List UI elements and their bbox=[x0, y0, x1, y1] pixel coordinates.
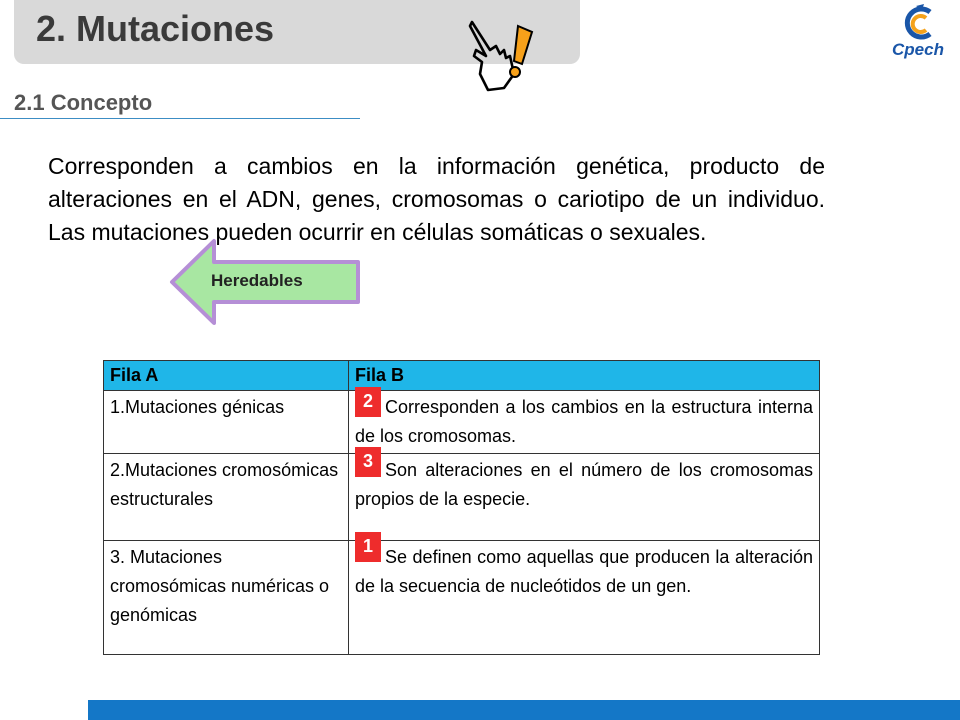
row-definition-text: Son alteraciones en el número de los cromosomas propios de la especie. bbox=[355, 460, 813, 509]
cpech-logo bbox=[886, 2, 950, 68]
slide-title: 2. Mutaciones bbox=[36, 8, 275, 49]
row-term: 1.Mutaciones génicas bbox=[104, 391, 349, 454]
row-definition-text: Se definen como aquellas que producen la alteración de la secuencia de nucleótidos de un gen. bbox=[355, 547, 813, 596]
logo-mark-icon bbox=[886, 2, 950, 42]
row-definition bbox=[349, 454, 820, 541]
answer-badge: 3 bbox=[355, 447, 381, 477]
column-header-a: Fila A bbox=[104, 361, 349, 391]
footer-bar bbox=[88, 700, 960, 720]
row-term: 3. Mutaciones cromosómicas numéricas o genómicas bbox=[104, 541, 349, 655]
column-header-b: Fila B bbox=[349, 361, 820, 391]
section-title: 2.1 Concepto bbox=[14, 90, 153, 115]
pointing-hand-warning-icon bbox=[466, 16, 538, 98]
matching-table bbox=[103, 360, 820, 655]
section-underline bbox=[0, 118, 360, 119]
table-row bbox=[104, 454, 820, 541]
concept-paragraph: Corresponden a cambios en la información genética, producto de alteraciones en el ADN, genes, cromosomas o cariotipo de un individuo. Las mutaciones pueden ocurrir en células somáticas o sexuales. bbox=[48, 153, 825, 245]
answer-badge: 1 bbox=[355, 532, 381, 562]
table-header-row bbox=[104, 361, 820, 391]
row-definition bbox=[349, 541, 820, 655]
answer-badge: 2 bbox=[355, 387, 381, 417]
row-definition bbox=[349, 391, 820, 454]
arrow-label: Heredables bbox=[211, 271, 303, 290]
logo-text: Cpech bbox=[892, 40, 944, 59]
table-row bbox=[104, 541, 820, 655]
table-row bbox=[104, 391, 820, 454]
row-term: 2.Mutaciones cromosómicas estructurales bbox=[104, 454, 349, 541]
row-definition-text: Corresponden a los cambios en la estructura interna de los cromosomas. bbox=[355, 397, 813, 446]
